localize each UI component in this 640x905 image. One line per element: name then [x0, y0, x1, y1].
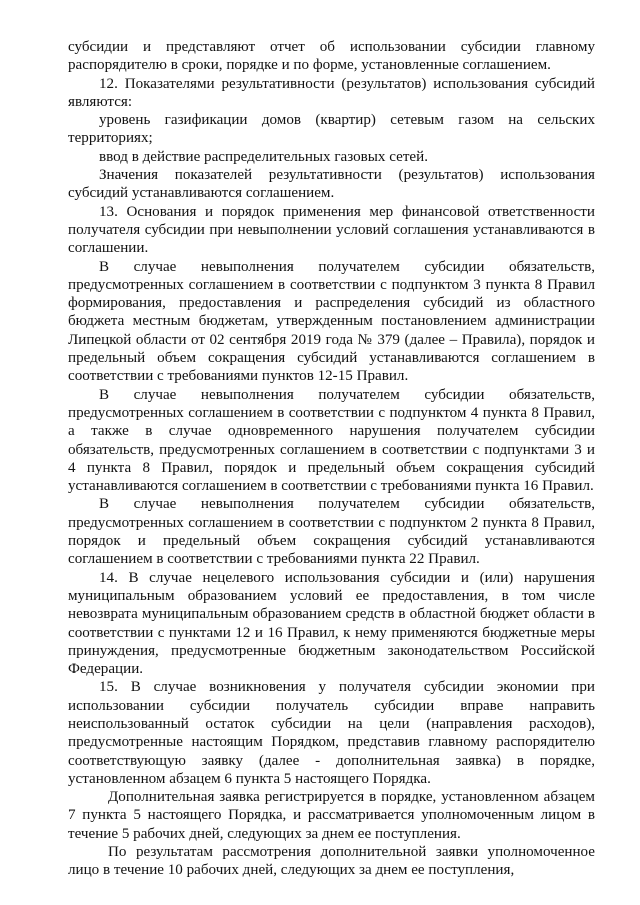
- paragraph-review-results: По результатам рассмотрения дополнительной заявки уполномоченное лицо в течение 10 рабочих дней, следующих за днем ее поступления,: [68, 844, 595, 879]
- list-item-gas-networks: ввод в действие распределительных газовых сетей.: [99, 148, 428, 165]
- paragraph-indicator-values: Значения показателей результативности (результатов) использования субсидий устанавливаются соглашением.: [68, 167, 595, 202]
- paragraph-15: 15. В случае возникновения у получателя субсидии экономии при использовании субсидии получатель субсидии вправе направить неиспользованный остаток субсидии на цели (направления расходов), предусмотренные настоящим Порядком, представив главному распорядителю соответствующую заявку (далее - дополнительная заявка) в порядке, установленном абзацем 6 пункта 5 настоящего Порядка.: [68, 679, 595, 787]
- list-item-gasification-level: уровень газификации домов (квартир) сетевым газом на сельских территориях;: [68, 112, 595, 147]
- paragraph-13-case-subpoint-3: В случае невыполнения получателем субсидии обязательств, предусмотренных соглашением в соответствии с подпунктом 3 пункта 8 Правил формирования, предоставления и распределения субсидий из областного бюджета местным бюджетам, утвержденным постановлением администрации Липецкой области от 02 сентября 2019 года № 379 (далее – Правила), порядок и предельный объем сокращения субсидий устанавливаются соглашением в соответствии с требованиями пунктов 12-15 Правил.: [68, 258, 595, 385]
- paragraph-13-case-subpoint-4: В случае невыполнения получателем субсидии обязательств, предусмотренных соглашением в соответствии с подпунктом 4 пункта 8 Правил, а также в случае одновременного нарушения получателем субсидии обязательств, предусмотренных соглашением в соответствии с подпунктами 3 и 4 пункта 8 Правил, порядок и предельный объем сокращения субсидий устанавливаются соглашением в соответствии с требованиями пункта 16 Правил.: [68, 386, 595, 495]
- paragraph-continuation: субсидии и представляют отчет об использовании субсидии главному распорядителю в сроки, порядке и по форме, установленные соглашением.: [68, 39, 595, 74]
- paragraph-additional-application: Дополнительная заявка регистрируется в порядке, установленном абзацем 7 пункта 5 настоящего Порядка, и рассматривается уполномоченным лицом в течение 5 рабочих дней, следующих за днем ее поступления.: [68, 789, 595, 842]
- document-page: [68, 38, 595, 880]
- paragraph-14: 14. В случае нецелевого использования субсидии и (или) нарушения муниципальным образованием условий ее предоставления, в том числе невозврата муниципальным образованием средств в областной бюджет области в соответствии с пунктами 12 и 16 Правил, к нему применяются бюджетные меры принуждения, предусмотренные бюджетным законодательством Российской Федерации.: [68, 569, 595, 678]
- paragraph-13-case-subpoint-2: В случае невыполнения получателем субсидии обязательств, предусмотренных соглашением в соответствии с подпунктом 2 пункта 8 Правил, порядок и предельный объем сокращения субсидий устанавливаются соглашением в соответствии с требованиями пункта 22 Правил.: [68, 496, 595, 568]
- paragraph-13: 13. Основания и порядок применения мер финансовой ответственности получателя субсидии при невыполнении условий соглашения устанавливаются в соглашении.: [68, 203, 595, 257]
- paragraph-12: 12. Показателями результативности (результатов) использования субсидий являются:: [68, 75, 595, 110]
